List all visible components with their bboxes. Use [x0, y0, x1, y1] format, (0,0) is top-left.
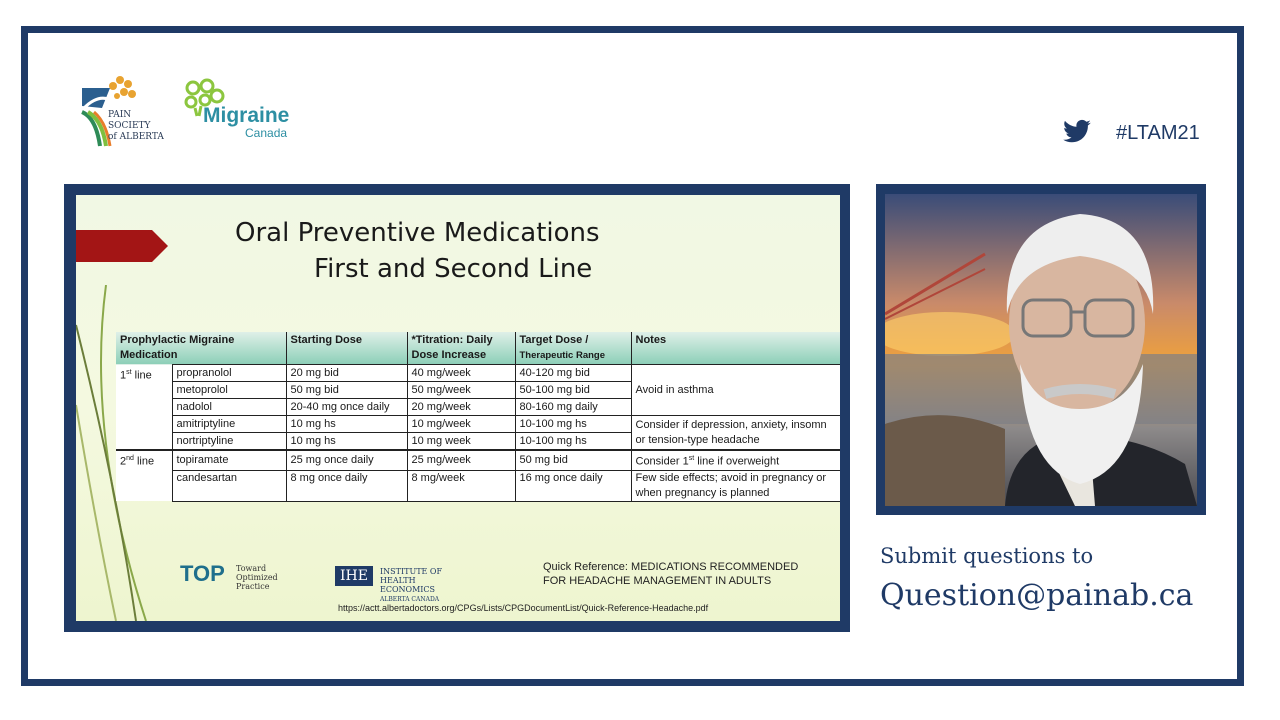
notes-cell-tca — [631, 416, 840, 451]
hashtag-text: #LTAM21 — [1116, 122, 1200, 144]
target-cell: 16 mg once daily — [515, 470, 631, 501]
medication-table — [116, 332, 840, 502]
header-text: Prophylactic Migraine — [120, 334, 235, 346]
speaker-video-frame — [885, 194, 1197, 506]
top-logo: TOP — [180, 561, 225, 586]
pain-society-line: SOCIETY — [108, 121, 151, 131]
table-row — [116, 416, 840, 433]
speaker-video — [885, 194, 1197, 506]
pain-society-line: of ALBERTA — [108, 132, 164, 142]
header-starting-dose: Starting Dose — [286, 332, 407, 365]
reference-url[interactable]: https://actt.albertadoctors.org/CPGs/Lists/CPGDocumentList/Quick-Reference-Headache.pdf — [338, 603, 709, 613]
start-cell: 20-40 mg once daily — [286, 399, 407, 416]
header-medication — [116, 332, 286, 365]
start-cell: 25 mg once daily — [286, 450, 407, 470]
notes-cell-candesartan — [631, 470, 840, 501]
question-email-link[interactable]: Question@painab.ca — [880, 578, 1194, 613]
target-cell: 40-120 mg bid — [515, 365, 631, 382]
header-text: *Titration: Daily — [411, 334, 493, 346]
quick-reference — [543, 560, 798, 588]
ihe-logo-text: INSTITUTE OF HEALTH ECONOMICS — [380, 567, 443, 594]
migraine-canada-name: Migraine — [203, 104, 290, 127]
migraine-canada-logo — [181, 78, 301, 144]
titration-cell: 10 mg/week — [407, 416, 515, 433]
notes-cell-topiramate — [631, 450, 840, 470]
top-logo-subtitle: Toward Optimized Practice — [236, 564, 278, 591]
ihe-logo-text: ALBERTA CANADA — [380, 596, 440, 603]
start-cell: 50 mg bid — [286, 382, 407, 399]
pain-society-logo — [80, 72, 170, 152]
start-cell: 10 mg hs — [286, 433, 407, 451]
drug-cell: propranolol — [172, 365, 286, 382]
start-cell: 20 mg bid — [286, 365, 407, 382]
quick-reference-line: FOR HEADACHE MANAGEMENT IN ADULTS — [543, 575, 772, 587]
titration-cell: 25 mg/week — [407, 450, 515, 470]
header-text: Dose Increase — [411, 349, 487, 361]
presentation-slide — [76, 195, 840, 621]
target-cell: 10-100 mg hs — [515, 416, 631, 433]
titration-cell: 8 mg/week — [407, 470, 515, 501]
table-row — [116, 365, 840, 382]
red-arrow-icon — [76, 230, 168, 262]
start-cell: 10 mg hs — [286, 416, 407, 433]
table-row — [116, 450, 840, 470]
drug-cell: topiramate — [172, 450, 286, 470]
submit-questions-label: Submit questions to — [880, 544, 1094, 568]
pain-society-line: PAIN — [108, 110, 132, 120]
slide-title-line1: Oral Preventive Medications — [235, 218, 600, 248]
drug-cell: nortriptyline — [172, 433, 286, 451]
header-text: Medication — [120, 349, 178, 361]
line-superscript: nd — [126, 455, 134, 462]
titration-cell: 10 mg week — [407, 433, 515, 451]
notes-superscript: st — [688, 455, 695, 462]
drug-cell: metoprolol — [172, 382, 286, 399]
header-target-dose — [515, 332, 631, 365]
social-hashtag — [1062, 118, 1200, 148]
ihe-logo-subtitle — [380, 567, 470, 604]
quick-reference-line: Quick Reference: MEDICATIONS RECOMMENDED — [543, 561, 799, 573]
line-word: line — [133, 455, 155, 468]
line-superscript: st — [126, 368, 132, 376]
twitter-bird-icon — [1062, 118, 1092, 146]
notes-cell-beta: Avoid in asthma — [631, 365, 840, 416]
pain-society-text — [108, 110, 164, 143]
target-cell: 50 mg bid — [515, 450, 631, 470]
header-text: Therapeutic Range — [519, 350, 606, 361]
ihe-logo: IHE — [335, 566, 373, 586]
migraine-canada-sub: Canada — [245, 126, 288, 140]
start-cell: 8 mg once daily — [286, 470, 407, 501]
drug-cell: amitriptyline — [172, 416, 286, 433]
target-cell: 80-160 mg daily — [515, 399, 631, 416]
table-header-row — [116, 332, 840, 365]
line-number: 1 — [120, 369, 127, 382]
notes-text: Few side effects; avoid in pregnancy or — [635, 471, 827, 484]
titration-cell: 40 mg/week — [407, 365, 515, 382]
header-notes: Notes — [631, 332, 840, 365]
first-line-label — [116, 365, 172, 451]
notes-text: or tension-type headache — [635, 433, 760, 446]
notes-text: Consider 1 — [635, 455, 689, 468]
header-text: Target Dose / — [519, 334, 589, 346]
notes-text: when pregnancy is planned — [635, 486, 770, 499]
notes-text: line if overweight — [694, 455, 780, 468]
titration-cell: 20 mg/week — [407, 399, 515, 416]
line-word: line — [131, 369, 152, 382]
target-cell: 10-100 mg hs — [515, 433, 631, 451]
drug-cell: candesartan — [172, 470, 286, 501]
header-titration — [407, 332, 515, 365]
drug-cell: nadolol — [172, 399, 286, 416]
target-cell: 50-100 mg bid — [515, 382, 631, 399]
second-line-label — [116, 450, 172, 501]
slide-title-line2: First and Second Line — [314, 254, 593, 284]
titration-cell: 50 mg/week — [407, 382, 515, 399]
table-row — [116, 470, 840, 501]
notes-text: Consider if depression, anxiety, insomn — [635, 418, 827, 431]
line-number: 2 — [120, 455, 127, 468]
